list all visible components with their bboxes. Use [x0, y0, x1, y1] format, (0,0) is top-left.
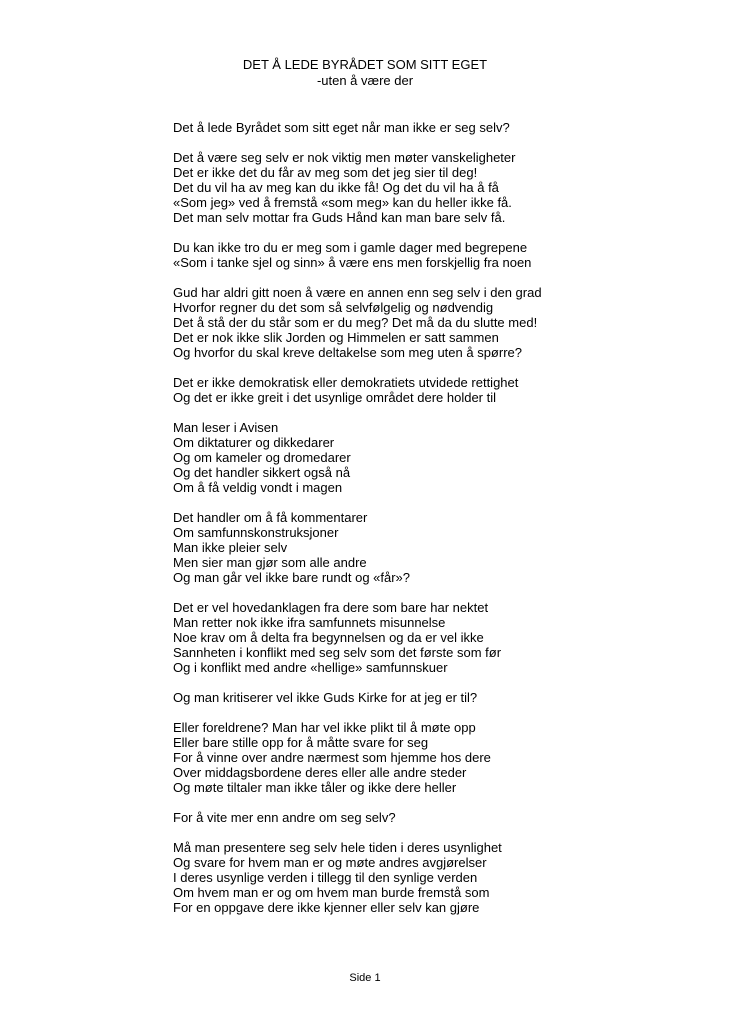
stanza — [173, 720, 693, 795]
poem-line: Det er ikke demokratisk eller demokratiets utvidede rettighet — [173, 375, 519, 390]
document-subtitle: -uten å være der — [316, 73, 414, 88]
poem-line: Sannheten i konflikt med seg selv som det første som før — [173, 645, 502, 660]
poem-line: Du kan ikke tro du er meg som i gamle dager med begrepene — [173, 240, 528, 255]
poem-line: Og hvorfor du skal kreve deltakelse som meg uten å spørre? — [173, 345, 522, 360]
document-title: DET Å LEDE BYRÅDET SOM SITT EGET — [242, 57, 488, 72]
stanza — [173, 240, 693, 270]
poem-line: For å vinne over andre nærmest som hjemme hos dere — [173, 750, 491, 765]
stanza — [173, 420, 693, 495]
poem-line: Det er nok ikke slik Jorden og Himmelen er satt sammen — [173, 330, 499, 345]
poem-line: Eller bare stille opp for å måtte svare for seg — [173, 735, 429, 750]
poem-line: Og man kritiserer vel ikke Guds Kirke for at jeg er til? — [173, 690, 478, 705]
poem-line: Og det er ikke greit i det usynlige området dere holder til — [173, 390, 497, 405]
poem-line: «Som i tanke sjel og sinn» å være ens men forskjellig fra noen — [173, 255, 532, 270]
poem-line: Og om kameler og dromedarer — [173, 450, 351, 465]
poem-line: Man ikke pleier selv — [173, 540, 288, 555]
poem-line: Og svare for hvem man er og møte andres avgjørelser — [173, 855, 487, 870]
page-number: Side 1 — [349, 972, 381, 984]
stanza — [173, 690, 693, 705]
poem-line: Om diktaturer og dikkedarer — [173, 435, 335, 450]
poem-line: Gud har aldri gitt noen å være en annen enn seg selv i den grad — [173, 285, 542, 300]
stanza — [173, 150, 693, 225]
poem-line: Hvorfor regner du det som så selvfølgelig og nødvendig — [173, 300, 494, 315]
poem-line: «Som jeg» ved å fremstå «som meg» kan du heller ikke få. — [173, 195, 512, 210]
poem-line: Men sier man gjør som alle andre — [173, 555, 367, 570]
stanza — [173, 840, 693, 915]
poem-line: Må man presentere seg selv hele tiden i deres usynlighet — [173, 840, 502, 855]
poem-line: For en oppgave dere ikke kjenner eller selv kan gjøre — [173, 900, 480, 915]
poem-line: Det å være seg selv er nok viktig men møter vanskeligheter — [173, 150, 516, 165]
poem-line: Om hvem man er og om hvem man burde fremstå som — [173, 885, 490, 900]
poem-line: For å vite mer enn andre om seg selv? — [173, 810, 396, 825]
poem-line: Det å lede Byrådet som sitt eget når man ikke er seg selv? — [173, 120, 510, 135]
poem-line: Eller foreldrene? Man har vel ikke plikt til å møte opp — [173, 720, 476, 735]
stanza — [173, 510, 693, 585]
poem-line: Det er vel hovedanklagen fra dere som bare har nektet — [173, 600, 489, 615]
stanza — [173, 285, 693, 360]
poem-line: I deres usynlige verden i tillegg til den synlige verden — [173, 870, 478, 885]
poem-line: Man retter nok ikke ifra samfunnets misunnelse — [173, 615, 446, 630]
poem-line: Det å stå der du står som er du meg? Det må da du slutte med! — [173, 315, 538, 330]
title-block — [0, 57, 730, 89]
poem-line: Og man går vel ikke bare rundt og «får»? — [173, 570, 411, 585]
stanza — [173, 120, 693, 135]
stanza — [173, 600, 693, 675]
stanza — [173, 810, 693, 825]
poem-body — [173, 120, 693, 930]
poem-line: Og det handler sikkert også nå — [173, 465, 351, 480]
poem-line: Noe krav om å delta fra begynnelsen og da er vel ikke — [173, 630, 484, 645]
poem-line: Man leser i Avisen — [173, 420, 279, 435]
poem-line: Og møte tiltaler man ikke tåler og ikke dere heller — [173, 780, 457, 795]
poem-line: Og i konflikt med andre «hellige» samfunnskuer — [173, 660, 448, 675]
poem-line: Det handler om å få kommentarer — [173, 510, 368, 525]
poem-line: Det du vil ha av meg kan du ikke få! Og det du vil ha å få — [173, 180, 499, 195]
poem-line: Det er ikke det du får av meg som det jeg sier til deg! — [173, 165, 478, 180]
poem-line: Om å få veldig vondt i magen — [173, 480, 343, 495]
poem-line: Over middagsbordene deres eller alle andre steder — [173, 765, 467, 780]
stanza — [173, 375, 693, 405]
poem-line: Om samfunnskonstruksjoner — [173, 525, 339, 540]
poem-line: Det man selv mottar fra Guds Hånd kan man bare selv få. — [173, 210, 506, 225]
